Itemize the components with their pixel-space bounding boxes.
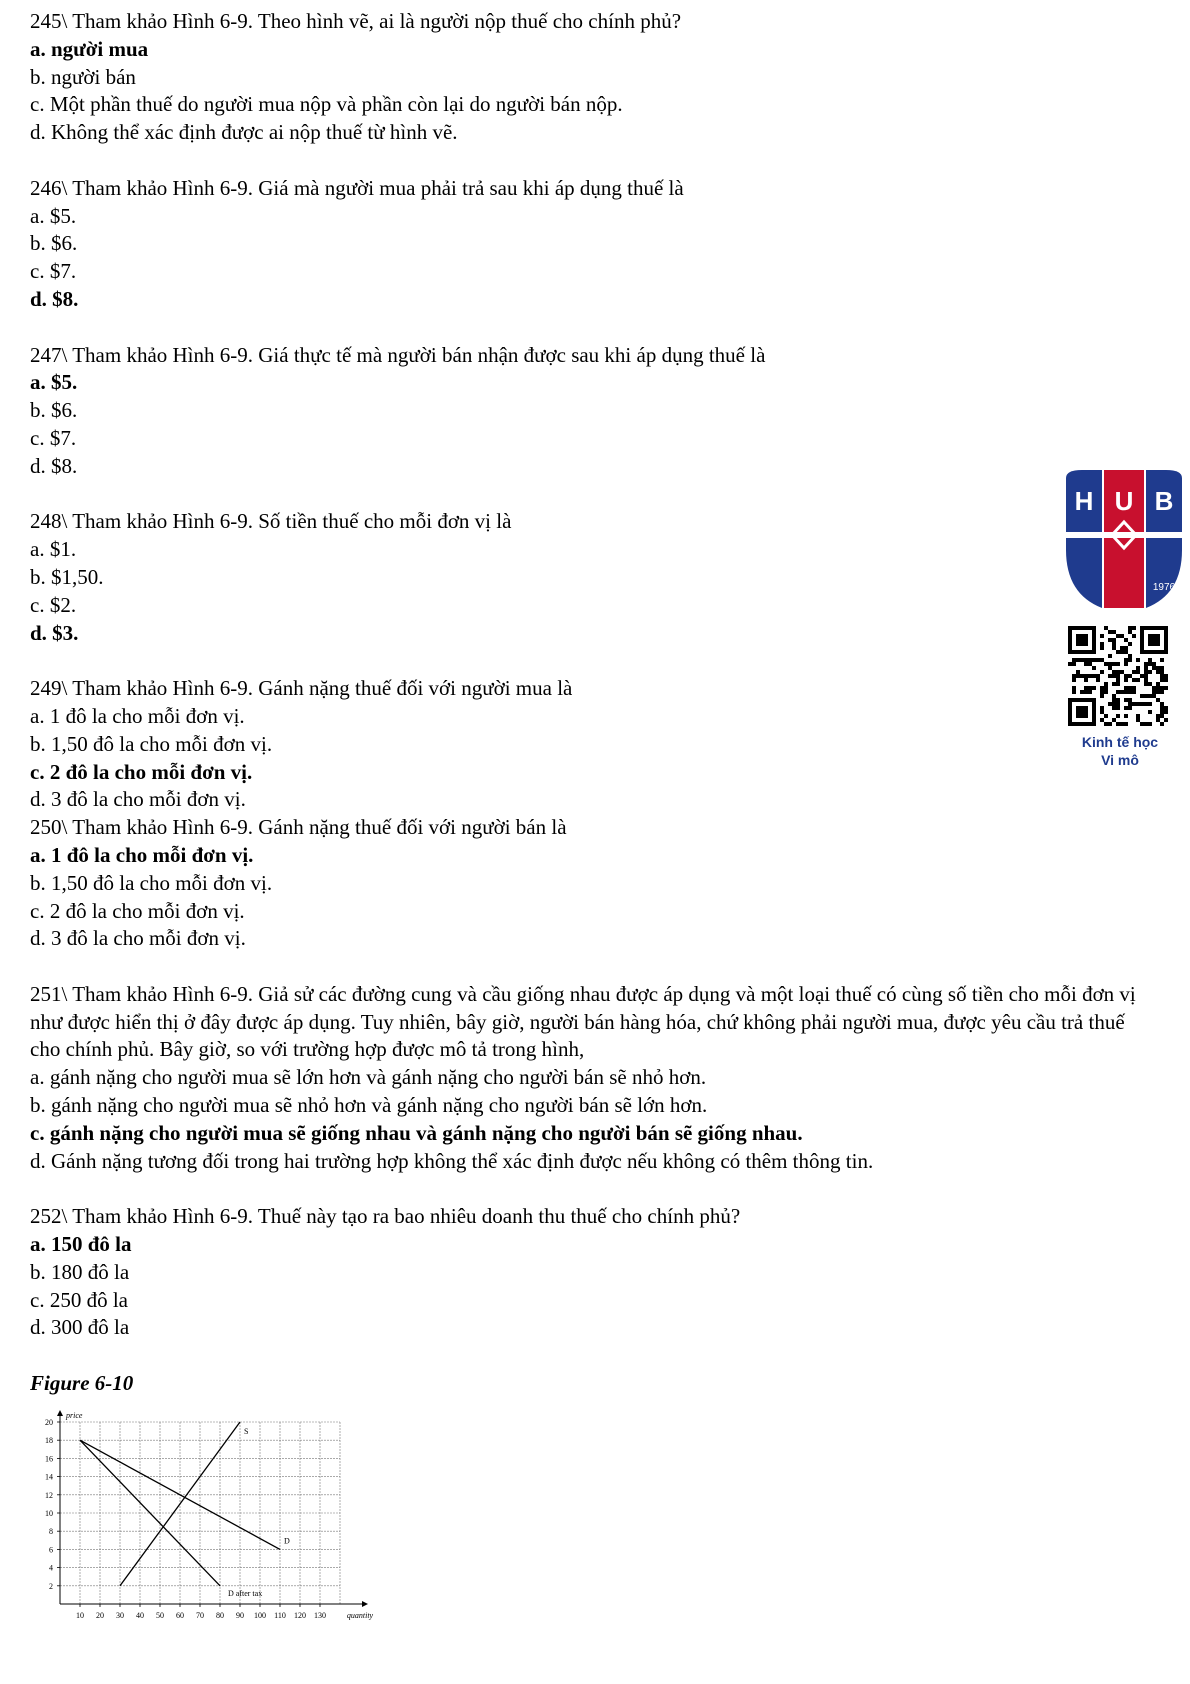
qr-module: [1120, 650, 1124, 654]
y-tick-label: 14: [45, 1472, 53, 1482]
question-248-stem: 248\ Tham khảo Hình 6-9. Số tiền thuế cho mỗi đơn vị là: [30, 509, 512, 534]
x-tick-label: 40: [136, 1611, 144, 1620]
question-252-option: d. 300 đô la: [30, 1315, 130, 1340]
qr-module: [1160, 666, 1164, 670]
qr-module: [1112, 674, 1116, 678]
qr-module: [1116, 662, 1120, 666]
qr-module: [1156, 686, 1160, 690]
y-axis-label: price: [66, 1411, 83, 1420]
qr-module: [1080, 658, 1084, 662]
qr-module: [1072, 658, 1076, 662]
qr-module: [1152, 690, 1156, 694]
qr-module: [1164, 710, 1168, 714]
qr-module: [1116, 722, 1120, 726]
x-axis-label: quantity: [346, 1611, 374, 1620]
qr-module: [1076, 674, 1080, 678]
y-tick-label: 4: [49, 1563, 53, 1573]
qr-module: [1128, 654, 1132, 658]
qr-module: [1116, 634, 1120, 638]
qr-module: [1120, 670, 1124, 674]
qr-module: [1076, 658, 1080, 662]
qr-module: [1160, 702, 1164, 706]
qr-module: [1104, 714, 1108, 718]
y-axis-arrow-icon: [57, 1410, 63, 1416]
x-axis-arrow-icon: [362, 1601, 368, 1607]
qr-module: [1084, 678, 1088, 682]
y-tick-label: 6: [49, 1545, 53, 1555]
qr-module: [1076, 634, 1088, 646]
qr-module: [1104, 686, 1108, 690]
qr-module: [1156, 714, 1160, 718]
x-tick-label: 80: [216, 1611, 224, 1620]
question-251-option: c. gánh nặng cho người mua sẽ giống nhau và gánh nặng cho người bán sẽ giống nhau.: [30, 1120, 803, 1145]
qr-module: [1144, 678, 1148, 682]
qr-module: [1160, 722, 1164, 726]
qr-module: [1088, 690, 1092, 694]
qr-module: [1100, 642, 1104, 646]
question-247-option: a. $5.: [30, 370, 78, 395]
qr-module: [1100, 690, 1104, 694]
qr-module: [1112, 706, 1116, 710]
qr-module: [1160, 658, 1164, 662]
qr-module: [1100, 706, 1104, 710]
question-246-option: b. $6.: [30, 231, 78, 256]
question-251-option: a. gánh nặng cho người mua sẽ lớn hơn và gánh nặng cho người bán sẽ nhỏ hơn.: [30, 1065, 707, 1090]
hub-logo: [1062, 470, 1186, 608]
qr-module: [1112, 662, 1116, 666]
x-tick-label: 20: [96, 1611, 104, 1620]
qr-module: [1108, 638, 1112, 642]
qr-module: [1104, 682, 1108, 686]
qr-module: [1132, 634, 1136, 638]
x-tick-label: 70: [196, 1611, 204, 1620]
qr-module: [1084, 658, 1088, 662]
qr-module: [1148, 662, 1152, 666]
qr-module: [1116, 702, 1120, 706]
qr-module: [1132, 670, 1136, 674]
qr-module: [1144, 722, 1148, 726]
qr-module: [1108, 674, 1112, 678]
qr-module: [1124, 674, 1128, 678]
qr-module: [1112, 670, 1116, 674]
qr-module: [1120, 646, 1124, 650]
figure-6-10-chart: [30, 1398, 400, 1638]
qr-module: [1148, 722, 1152, 726]
qr-module: [1116, 690, 1120, 694]
qr-module: [1128, 674, 1132, 678]
qr-module: [1108, 702, 1112, 706]
qr-module: [1144, 670, 1148, 674]
qr-module: [1120, 634, 1124, 638]
qr-module: [1124, 638, 1128, 642]
spacer: [30, 647, 1170, 675]
qr-module: [1144, 674, 1148, 678]
qr-module: [1156, 690, 1160, 694]
qr-module: [1136, 714, 1140, 718]
qr-module: [1092, 658, 1096, 662]
question-245-stem: 245\ Tham khảo Hình 6-9. Theo hình vẽ, ai là người nộp thuế cho chính phủ?: [30, 9, 682, 33]
y-tick-label: 16: [45, 1454, 53, 1464]
spacer: [30, 314, 1170, 342]
qr-module: [1112, 642, 1116, 646]
qr-module: [1140, 674, 1144, 678]
qr-module: [1164, 706, 1168, 710]
y-tick-label: 10: [45, 1509, 53, 1518]
spacer: [30, 147, 1170, 175]
qr-module: [1148, 658, 1152, 662]
qr-module: [1148, 694, 1152, 698]
qr-module: [1148, 670, 1152, 674]
logo-year: 1976: [1152, 582, 1176, 593]
qr-module: [1152, 666, 1156, 670]
qr-module: [1156, 670, 1160, 674]
qr-module: [1156, 682, 1160, 686]
qr-module: [1160, 670, 1164, 674]
logo-caption-line2: Vi mô: [1101, 752, 1139, 768]
qr-module: [1140, 694, 1144, 698]
logo-caption-line1: Kinh tế học: [1081, 734, 1159, 750]
qr-module: [1140, 702, 1144, 706]
qr-module: [1072, 678, 1076, 682]
x-tick-label: 90: [236, 1611, 244, 1620]
qr-module: [1100, 686, 1104, 690]
y-tick-label: 8: [49, 1527, 53, 1537]
qr-module: [1128, 698, 1132, 702]
x-tick-label: 110: [274, 1611, 286, 1620]
spacer: [30, 481, 1170, 509]
qr-module: [1092, 674, 1096, 678]
question-245-option: a. người mua: [30, 36, 149, 61]
question-252-option: c. 250 đô la: [30, 1287, 128, 1312]
qr-module: [1112, 694, 1116, 698]
qr-module: [1076, 706, 1088, 718]
question-246-option: a. $5.: [30, 203, 77, 228]
qr-module: [1100, 718, 1104, 722]
qr-module: [1072, 662, 1076, 666]
qr-module: [1092, 686, 1096, 690]
question-246-option: c. $7.: [30, 259, 77, 284]
question-251-stem: 251\ Tham khảo Hình 6-9. Giả sử các đường cung và cầu giống nhau được áp dụng và một loại thuế có cùng số tiền cho mỗi đơn vị như được hiển thị ở đây được áp dụng. Tuy nhiên, bây giờ, người bán hàng hóa, chứ không phải người mua, được yêu cầu trả thuế cho chính phủ. Bây giờ, so với trường hợp được mô tả trong hình,: [30, 981, 1136, 1062]
qr-module: [1160, 706, 1164, 710]
qr-module: [1072, 690, 1076, 694]
qr-module: [1140, 722, 1144, 726]
qr-module: [1124, 690, 1128, 694]
qr-module: [1116, 678, 1120, 682]
x-tick-label: 100: [254, 1611, 266, 1620]
qr-module: [1156, 698, 1160, 702]
x-tick-label: 10: [76, 1611, 84, 1620]
qr-module: [1112, 698, 1116, 702]
qr-module: [1124, 650, 1128, 654]
qr-module: [1104, 690, 1108, 694]
qr-module: [1112, 638, 1116, 642]
question-249-option: b. 1,50 đô la cho mỗi đơn vị.: [30, 731, 273, 756]
qr-module: [1128, 690, 1132, 694]
qr-module: [1128, 630, 1132, 634]
qr-module: [1144, 662, 1148, 666]
x-tick-label: 60: [176, 1611, 184, 1620]
qr-module: [1132, 690, 1136, 694]
qr-module: [1136, 666, 1140, 670]
qr-module: [1068, 662, 1072, 666]
logo-letter-u: U: [1114, 486, 1134, 516]
question-249-option: a. 1 đô la cho mỗi đơn vị.: [30, 703, 245, 728]
question-245-option: c. Một phần thuế do người mua nộp và phần còn lại do người bán nộp.: [30, 92, 623, 117]
qr-module: [1136, 718, 1140, 722]
qr-module: [1136, 658, 1140, 662]
qr-module: [1152, 662, 1156, 666]
spacer: [30, 1342, 1170, 1370]
qr-module: [1160, 678, 1164, 682]
qr-module: [1148, 682, 1152, 686]
document-body: [30, 8, 1170, 1398]
question-247-option: d. $8.: [30, 453, 78, 478]
qr-module: [1148, 634, 1160, 646]
qr-module: [1084, 662, 1088, 666]
question-247-option: b. $6.: [30, 398, 78, 423]
question-248-option: b. $1,50.: [30, 564, 104, 589]
question-248-option: c. $2.: [30, 592, 77, 617]
qr-module: [1072, 674, 1076, 678]
qr-module: [1116, 650, 1120, 654]
qr-code-icon: [1068, 626, 1168, 726]
qr-module: [1108, 654, 1112, 658]
qr-module: [1100, 658, 1104, 662]
qr-module: [1084, 690, 1088, 694]
qr-module: [1164, 686, 1168, 690]
series-label: S: [244, 1427, 249, 1437]
qr-module: [1156, 666, 1160, 670]
qr-module: [1096, 658, 1100, 662]
qr-module: [1164, 718, 1168, 722]
qr-module: [1100, 694, 1104, 698]
question-247-stem: 247\ Tham khảo Hình 6-9. Giá thực tế mà người bán nhận được sau khi áp dụng thuế là: [30, 342, 766, 367]
qr-module: [1144, 682, 1148, 686]
qr-module: [1108, 630, 1112, 634]
qr-module: [1124, 658, 1128, 662]
question-252-stem: 252\ Tham khảo Hình 6-9. Thuế này tạo ra bao nhiêu doanh thu thuế cho chính phủ?: [30, 1204, 741, 1229]
qr-module: [1084, 686, 1088, 690]
qr-module: [1112, 682, 1116, 686]
x-tick-label: 50: [156, 1611, 164, 1620]
question-250-option: a. 1 đô la cho mỗi đơn vị.: [30, 842, 254, 867]
qr-module: [1164, 674, 1168, 678]
qr-module: [1144, 694, 1148, 698]
qr-module: [1152, 686, 1156, 690]
y-tick-label: 2: [49, 1581, 53, 1591]
question-249-option: c. 2 đô la cho mỗi đơn vị.: [30, 759, 253, 784]
spacer: [30, 1175, 1170, 1203]
x-tick-label: 120: [294, 1611, 306, 1620]
qr-module: [1100, 634, 1104, 638]
series-label: D: [284, 1536, 290, 1546]
qr-module: [1124, 678, 1128, 682]
qr-module: [1128, 706, 1132, 710]
x-tick-label: 130: [314, 1611, 326, 1620]
qr-module: [1148, 702, 1152, 706]
question-252-option: b. 180 đô la: [30, 1259, 130, 1284]
question-252-option: a. 150 đô la: [30, 1232, 132, 1257]
question-246-stem: 246\ Tham khảo Hình 6-9. Giá mà người mua phải trả sau khi áp dụng thuế là: [30, 175, 684, 200]
question-249-stem: 249\ Tham khảo Hình 6-9. Gánh nặng thuế đối với người mua là: [30, 676, 573, 701]
qr-module: [1160, 710, 1164, 714]
qr-module: [1124, 686, 1128, 690]
qr-module: [1112, 646, 1116, 650]
x-tick-label: 30: [116, 1611, 124, 1620]
qr-module: [1100, 670, 1104, 674]
qr-module: [1104, 626, 1108, 630]
qr-module: [1116, 670, 1120, 674]
qr-module: [1132, 678, 1136, 682]
qr-module: [1080, 690, 1084, 694]
qr-module: [1136, 670, 1140, 674]
qr-module: [1088, 686, 1092, 690]
qr-module: [1136, 678, 1140, 682]
qr-module: [1100, 710, 1104, 714]
qr-module: [1124, 714, 1128, 718]
spacer: [30, 953, 1170, 981]
qr-module: [1124, 706, 1128, 710]
qr-module: [1108, 722, 1112, 726]
qr-module: [1116, 682, 1120, 686]
qr-module: [1076, 670, 1080, 674]
qr-module: [1120, 722, 1124, 726]
qr-module: [1160, 686, 1164, 690]
y-tick-label: 12: [45, 1490, 53, 1500]
question-247-option: c. $7.: [30, 425, 77, 450]
qr-module: [1160, 674, 1164, 678]
qr-module: [1136, 702, 1140, 706]
question-245-option: d. Không thể xác định được ai nộp thuế từ hình vẽ.: [30, 120, 458, 145]
logo-white-band: [1066, 532, 1182, 538]
y-tick-label: 20: [45, 1418, 53, 1427]
qr-module: [1124, 646, 1128, 650]
figure-title: Figure 6-10: [30, 1371, 134, 1396]
question-251-option: b. gánh nặng cho người mua sẽ nhỏ hơn và gánh nặng cho người bán sẽ lớn hơn.: [30, 1093, 708, 1118]
qr-module: [1160, 690, 1164, 694]
qr-module: [1164, 678, 1168, 682]
qr-module: [1128, 626, 1132, 630]
qr-module: [1092, 666, 1096, 670]
question-251-option: d. Gánh nặng tương đối trong hai trường hợp không thể xác định được nếu không có thêm thông tin.: [30, 1148, 874, 1173]
question-250-stem: 250\ Tham khảo Hình 6-9. Gánh nặng thuế đối với người bán là: [30, 815, 567, 840]
qr-module: [1132, 626, 1136, 630]
qr-module: [1128, 686, 1132, 690]
y-tick-label: 18: [45, 1436, 53, 1446]
qr-module: [1108, 666, 1112, 670]
qr-module: [1128, 702, 1132, 706]
qr-module: [1084, 674, 1088, 678]
question-248-option: d. $3.: [30, 620, 79, 645]
qr-module: [1112, 718, 1116, 722]
qr-module: [1112, 630, 1116, 634]
qr-module: [1108, 662, 1112, 666]
qr-module: [1112, 702, 1116, 706]
question-245-option: b. người bán: [30, 64, 136, 89]
logo-caption: [1050, 733, 1190, 769]
qr-module: [1148, 710, 1152, 714]
question-249-option: d. 3 đô la cho mỗi đơn vị.: [30, 787, 246, 812]
qr-module: [1124, 698, 1128, 702]
question-248-option: a. $1.: [30, 537, 77, 562]
qr-module: [1120, 690, 1124, 694]
qr-module: [1072, 686, 1076, 690]
qr-module: [1096, 674, 1100, 678]
qr-module: [1116, 714, 1120, 718]
question-250-option: c. 2 đô la cho mỗi đơn vị.: [30, 898, 245, 923]
qr-module: [1080, 674, 1084, 678]
qr-module: [1152, 694, 1156, 698]
qr-module: [1160, 714, 1164, 718]
qr-module: [1124, 662, 1128, 666]
logo-letter-b: B: [1154, 486, 1174, 516]
qr-module: [1096, 678, 1100, 682]
qr-module: [1104, 662, 1108, 666]
question-246-option: d. $8.: [30, 286, 79, 311]
qr-module: [1132, 686, 1136, 690]
qr-module: [1116, 674, 1120, 678]
qr-module: [1104, 722, 1108, 726]
qr-module: [1116, 698, 1120, 702]
qr-module: [1100, 646, 1104, 650]
qr-module: [1088, 674, 1092, 678]
qr-module: [1128, 658, 1132, 662]
qr-module: [1128, 642, 1132, 646]
qr-module: [1132, 702, 1136, 706]
logo-letter-h: H: [1074, 486, 1094, 516]
question-250-option: d. 3 đô la cho mỗi đơn vị.: [30, 926, 246, 951]
qr-module: [1144, 702, 1148, 706]
series-label: D after tax: [228, 1589, 263, 1599]
qr-module: [1156, 718, 1160, 722]
qr-module: [1116, 706, 1120, 710]
qr-module: [1124, 722, 1128, 726]
qr-module: [1088, 662, 1092, 666]
qr-module: [1088, 658, 1092, 662]
question-250-option: b. 1,50 đô la cho mỗi đơn vị.: [30, 870, 273, 895]
qr-module: [1144, 666, 1148, 670]
